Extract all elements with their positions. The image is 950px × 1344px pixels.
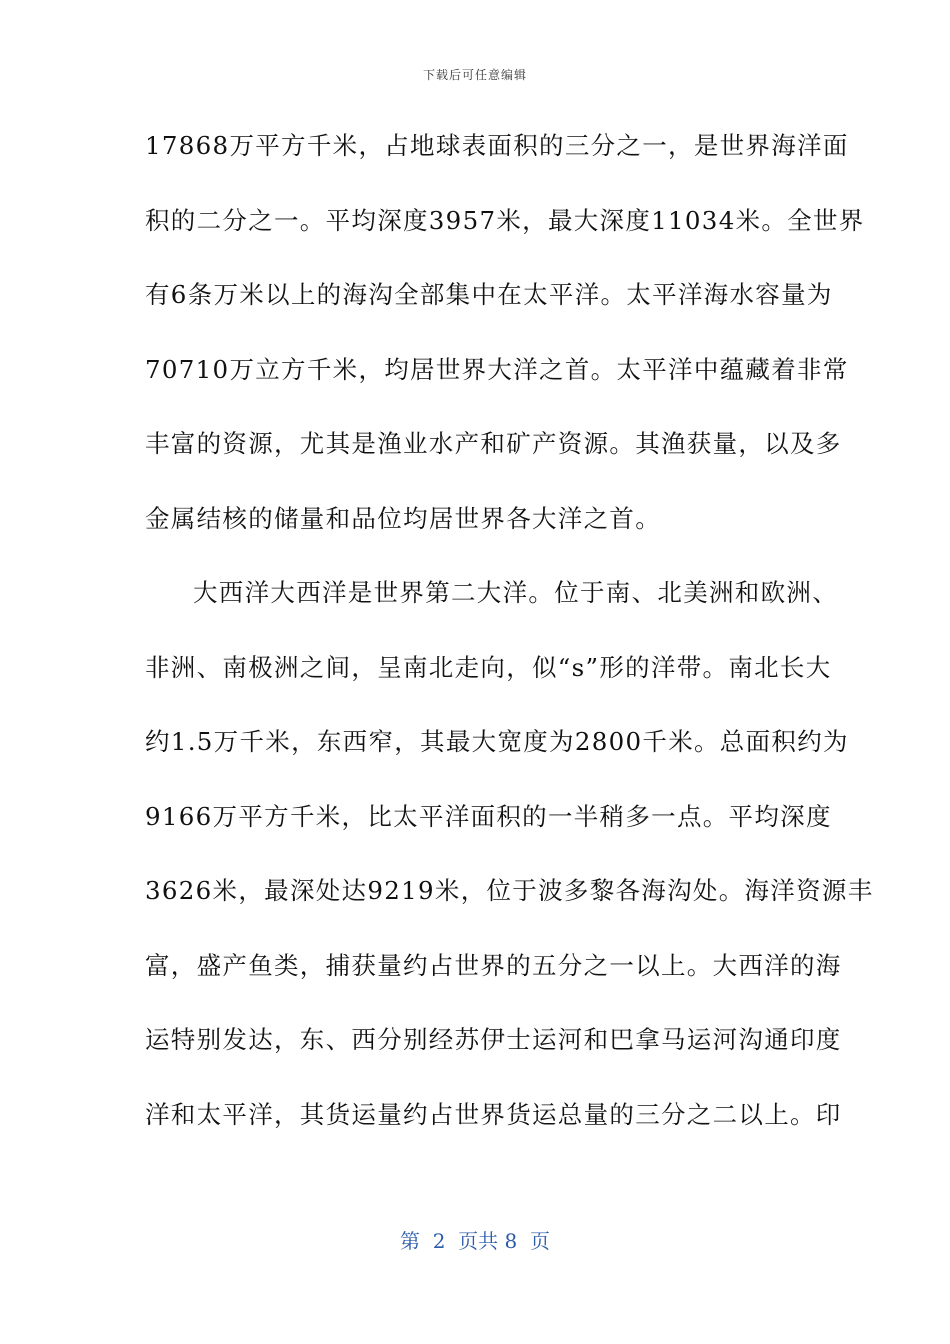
header-note: 下载后可任意编辑: [422, 68, 527, 82]
text-line-2: 积的二分之一。平均深度3957米，最大深度11034米。全世界: [145, 205, 865, 235]
text-line-11: 3626米，最深处达9219米，位于波多黎各海沟处。海洋资源丰: [145, 876, 874, 905]
text-line-13: 运特别发达，东、西分别经苏伊士运河和巴拿马运河沟通印度: [145, 1025, 842, 1054]
text-line-10: 9166万平方千米，比太平洋面积的一半稍多一点。平均深度: [145, 801, 832, 831]
paragraph-start-atlantic: 大西洋大西洋是世界第二大洋。位于南、北美洲和欧洲、: [193, 578, 838, 607]
text-line-6: 金属结核的储量和品位均居世界各大洋之首。: [145, 503, 661, 533]
text-line-1: 17868万平方千米，占地球表面积的三分之一，是世界海洋面: [145, 131, 849, 160]
text-line-14: 洋和太平洋，其货运量约占世界货运总量的三分之二以上。印: [145, 1099, 842, 1129]
body-text: [145, 125, 874, 1168]
text-line-12: 富，盛产鱼类，捕获量约占世界的五分之一以上。大西洋的海: [145, 950, 842, 980]
text-line-4: 70710万立方千米，均居世界大洋之首。太平洋中蕴藏着非常: [145, 354, 849, 384]
text-line-8: 非洲、南极洲之间，呈南北走向，似“s”形的洋带。南北长大: [145, 652, 832, 682]
text-line-5: 丰富的资源，尤其是渔业水产和矿产资源。其渔获量，以及多: [145, 429, 842, 458]
page-number-footer: 第 2 页共 8 页: [400, 1229, 550, 1253]
text-line-3: 有6条万米以上的海沟全部集中在太平洋。太平洋海水容量为: [145, 280, 833, 309]
text-line-9: 约1.5万千米，东西窄，其最大宽度为2800千米。总面积约为: [145, 727, 849, 756]
